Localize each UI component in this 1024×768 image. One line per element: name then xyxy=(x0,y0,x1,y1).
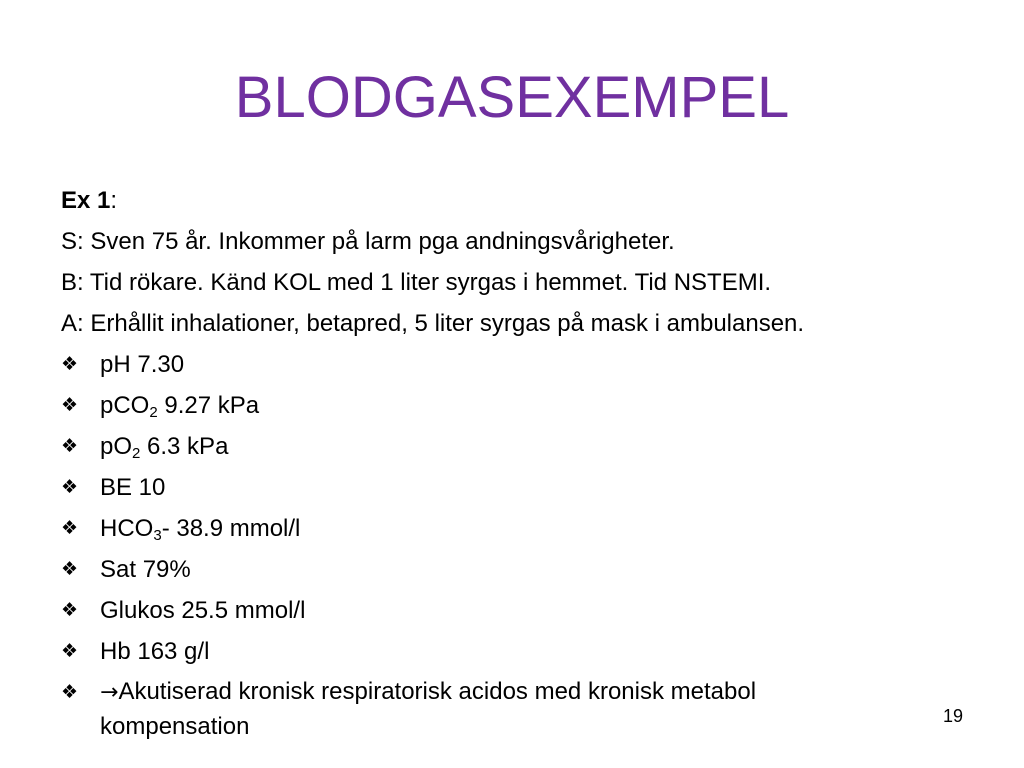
pco2-subscript: 2 xyxy=(149,404,158,421)
bullet-be xyxy=(61,467,961,508)
slide-body xyxy=(61,180,961,744)
arrow-right-icon: → xyxy=(100,680,119,705)
example-label-suffix: : xyxy=(110,187,118,214)
bullet-hb xyxy=(61,631,961,672)
be-value: BE 10 xyxy=(100,474,166,501)
conclusion-text-line2: kompensation xyxy=(100,713,250,740)
ph-value: pH 7.30 xyxy=(100,351,185,378)
bullet-po2 xyxy=(61,426,961,467)
po2-subscript: 2 xyxy=(132,445,141,462)
pco2-prefix: pCO xyxy=(100,392,150,419)
diamond-bullet-icon: ❖ xyxy=(61,600,79,621)
conclusion-text-line1: Akutiserad kronisk respiratorisk acidos med kronisk metabol xyxy=(118,678,757,705)
diamond-bullet-icon: ❖ xyxy=(61,395,79,416)
hco3-subscript: 3 xyxy=(153,527,162,544)
hb-value: Hb 163 g/l xyxy=(100,638,210,665)
hco3-value: - 38.9 mmol/l xyxy=(161,515,301,542)
glukos-value: Glukos 25.5 mmol/l xyxy=(100,597,306,624)
page-number: 19 xyxy=(942,706,964,726)
po2-value: 6.3 kPa xyxy=(140,433,229,460)
bullet-pco2 xyxy=(61,385,961,426)
background-line: B: Tid rökare. Känd KOL med 1 liter syrgas i hemmet. Tid NSTEMI. xyxy=(61,269,772,296)
sat-value: Sat 79% xyxy=(100,556,191,583)
diamond-bullet-icon: ❖ xyxy=(61,518,79,539)
example-label: Ex 1 xyxy=(61,187,111,214)
bullet-conclusion xyxy=(61,672,961,744)
diamond-bullet-icon: ❖ xyxy=(61,354,79,375)
po2-prefix: pO xyxy=(100,433,133,460)
assessment-line: A: Erhållit inhalationer, betapred, 5 liter syrgas på mask i ambulansen. xyxy=(61,310,805,337)
diamond-bullet-icon: ❖ xyxy=(61,559,79,580)
bullet-glukos xyxy=(61,590,961,631)
subjective-line: S: Sven 75 år. Inkommer på larm pga andningsvårigheter. xyxy=(61,228,675,255)
hco3-prefix: HCO xyxy=(100,515,154,542)
diamond-bullet-icon: ❖ xyxy=(61,641,79,662)
example-heading xyxy=(61,180,961,221)
bullet-hco3 xyxy=(61,508,961,549)
diamond-bullet-icon: ❖ xyxy=(61,477,79,498)
diamond-bullet-icon: ❖ xyxy=(61,436,79,457)
bullet-sat xyxy=(61,549,961,590)
bullet-ph xyxy=(61,344,961,385)
diamond-bullet-icon: ❖ xyxy=(61,682,79,703)
pco2-value: 9.27 kPa xyxy=(157,392,260,419)
slide-title: BLODGASEXEMPEL xyxy=(234,65,790,130)
